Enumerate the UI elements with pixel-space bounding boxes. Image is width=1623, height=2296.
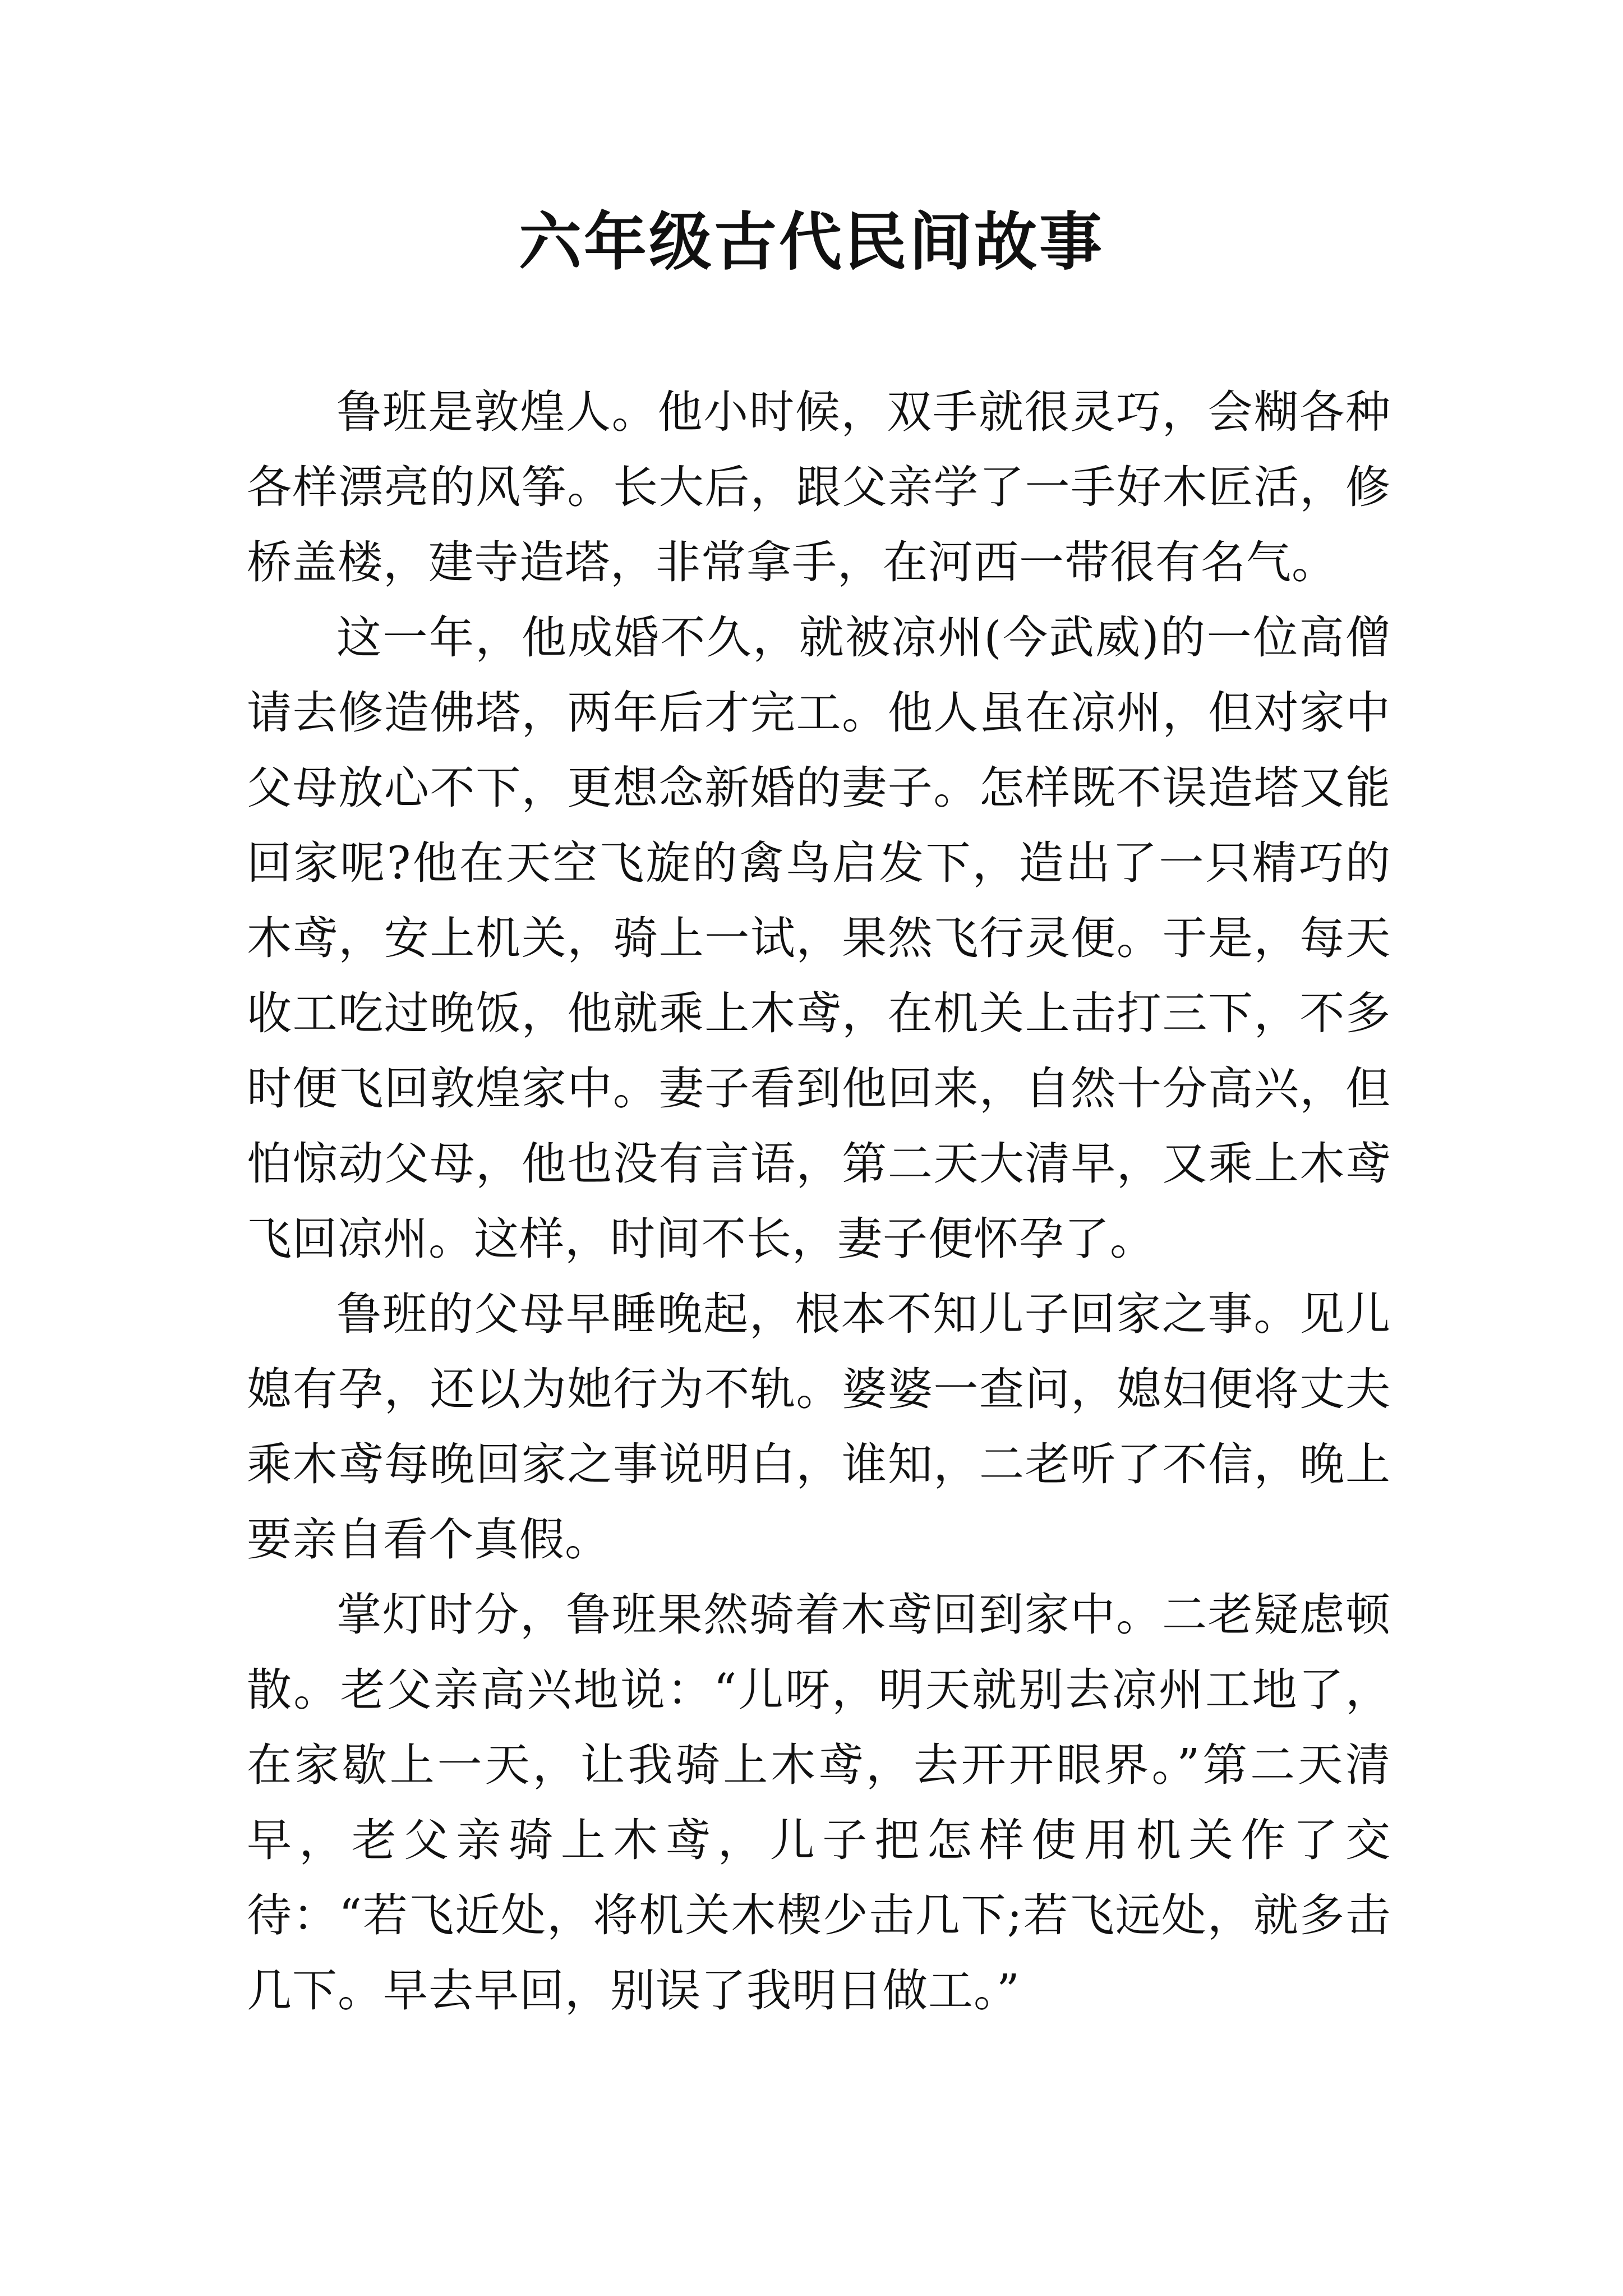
paragraph-3: 鲁班的父母早睡晚起，根本不知儿子回家之事。见儿媳有孕，还以为她行为不轨。婆婆一查问，媳妇便将丈夫乘木鸢每晚回家之事说明白，谁知，二老听了不信，晚上要亲自看个真假。 <box>247 1288 1391 1566</box>
paragraph-4: 掌灯时分，鲁班果然骑着木鸢回到家中。二老疑虑顿散。老父亲高兴地说：“儿呀，明天就别去凉州工地了，在家歇上一天，让我骑上木鸢，去开开眼界。”第二天清早，老父亲骑上木鸢，儿子把怎样使用机关作了交待：“若飞近处，将机关木楔少击几下;若飞远处，就多击几下。早去早回，别误了我明日做工。” <box>247 1589 1391 2017</box>
document-body <box>247 375 1391 2028</box>
paragraph-2: 这一年，他成婚不久，就被凉州(今武威)的一位高僧请去修造佛塔，两年后才完工。他人虽在凉州，但对家中父母放心不下，更想念新婚的妻子。怎样既不误造塔又能回家呢?他在天空飞旋的禽鸟启发下，造出了一只精巧的木鸢，安上机关，骑上一试，果然飞行灵便。于是，每天收工吃过晚饭，他就乘上木鸢，在机关上击打三下，不多时便飞回敦煌家中。妻子看到他回来，自然十分高兴，但怕惊动父母，他也没有言语，第二天大清早，又乘上木鸢飞回凉州。这样，时间不长，妻子便怀孕了。 <box>247 611 1391 1265</box>
document-title: 六年级古代民间故事 <box>519 205 1104 279</box>
paragraph-1: 鲁班是敦煌人。他小时候，双手就很灵巧，会糊各种各样漂亮的风筝。长大后，跟父亲学了一手好木匠活，修桥盖楼，建寺造塔，非常拿手，在河西一带很有名气。 <box>247 386 1391 588</box>
